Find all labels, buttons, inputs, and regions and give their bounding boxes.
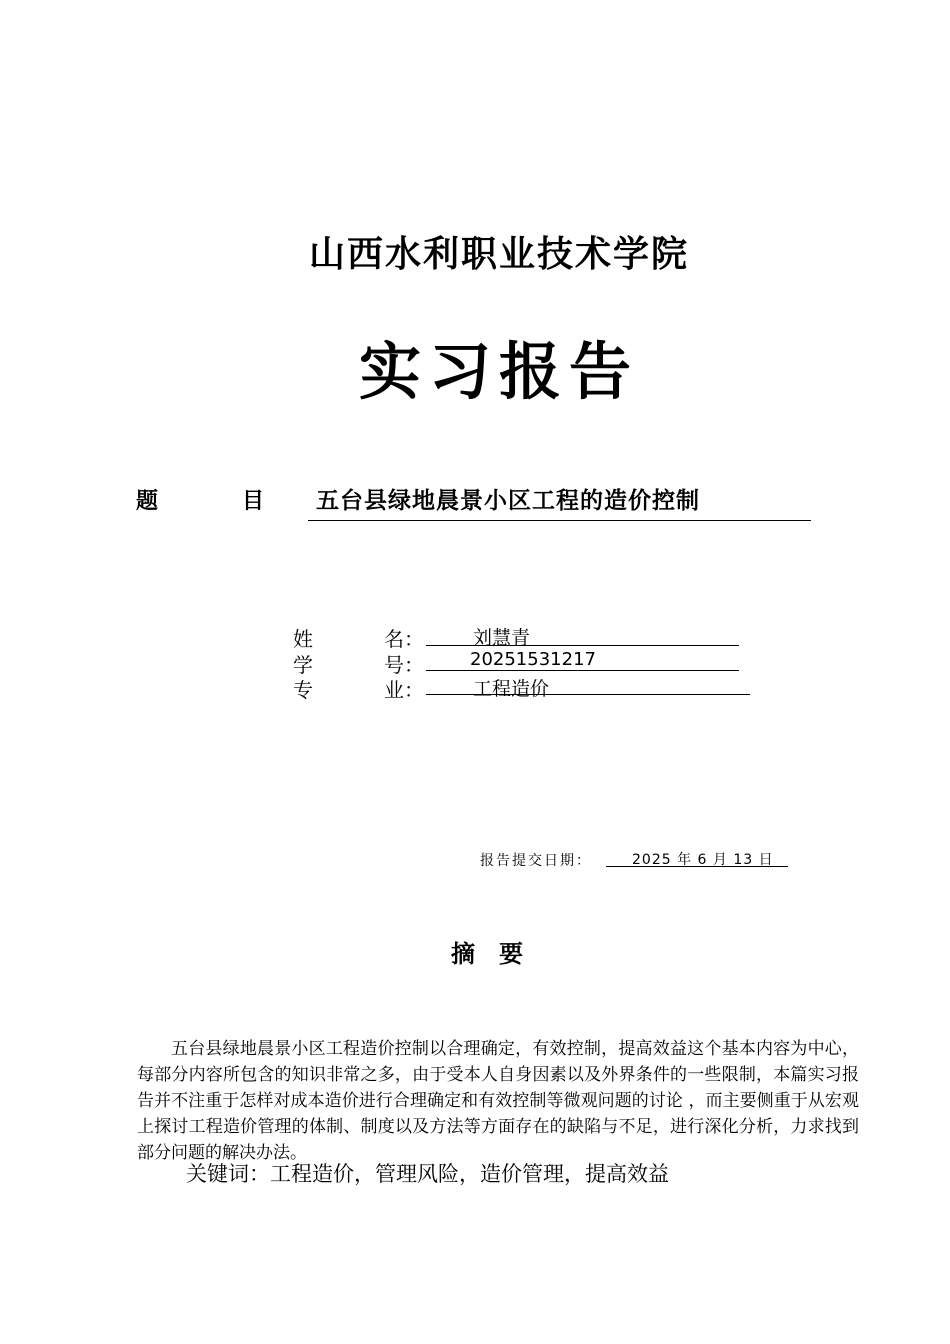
name-label-second-char: 名 [384,627,404,651]
abstract-heading: 摘要 [451,939,547,968]
major-label-second-char: 业 [384,678,404,702]
major-colon: ： [404,678,424,702]
abstract-body: 五台县绿地晨景小区工程造价控制以合理确定，有效控制，提高效益这个基本内容为中心，每部分内容所包含的知识非常之多，由于受本人自身因素以及外界条件的一些限制，本篇实习报告并不注重于怎样对成本造价进行合理确定和有效控制等微观问题的讨论 ，而主要侧重于从宏观上探讨工程造价管理的体制、制度以及方法等方面存在的缺陷与不足，进行深化分析，力求找到部分问题的解决办法。 [137,1039,859,1163]
submission-date-label: 报告提交日期： [480,853,592,869]
name-label-first-char: 姓 [293,627,313,651]
student-id-label-first-char: 学 [293,653,313,677]
school-name: 山西水利职业技术学院 [308,233,689,275]
student-id-underline [426,670,739,671]
student-id-label-second-char: 号 [384,653,404,677]
student-id-colon: ： [404,653,424,677]
submission-date-underline [606,866,788,867]
name-colon: ： [404,627,424,651]
name-value: 刘慧青 [473,627,531,649]
topic-underline [308,520,811,521]
name-underline [426,645,739,646]
topic-label-second-char: 目 [242,488,265,514]
keywords: 关键词：工程造价，管理风险，造价管理，提高效益 [186,1162,669,1186]
student-id-value: 20251531217 [470,649,596,670]
major-value: 工程造价 [473,678,550,700]
major-label-first-char: 专 [293,678,313,702]
major-underline [426,694,750,695]
submission-date-value: 2025 年 6 月 13 日 [632,852,774,868]
report-title: 实习报告 [358,335,639,408]
topic-value: 五台县绿地晨景小区工程的造价控制 [316,487,700,514]
topic-label-first-char: 题 [136,488,159,514]
